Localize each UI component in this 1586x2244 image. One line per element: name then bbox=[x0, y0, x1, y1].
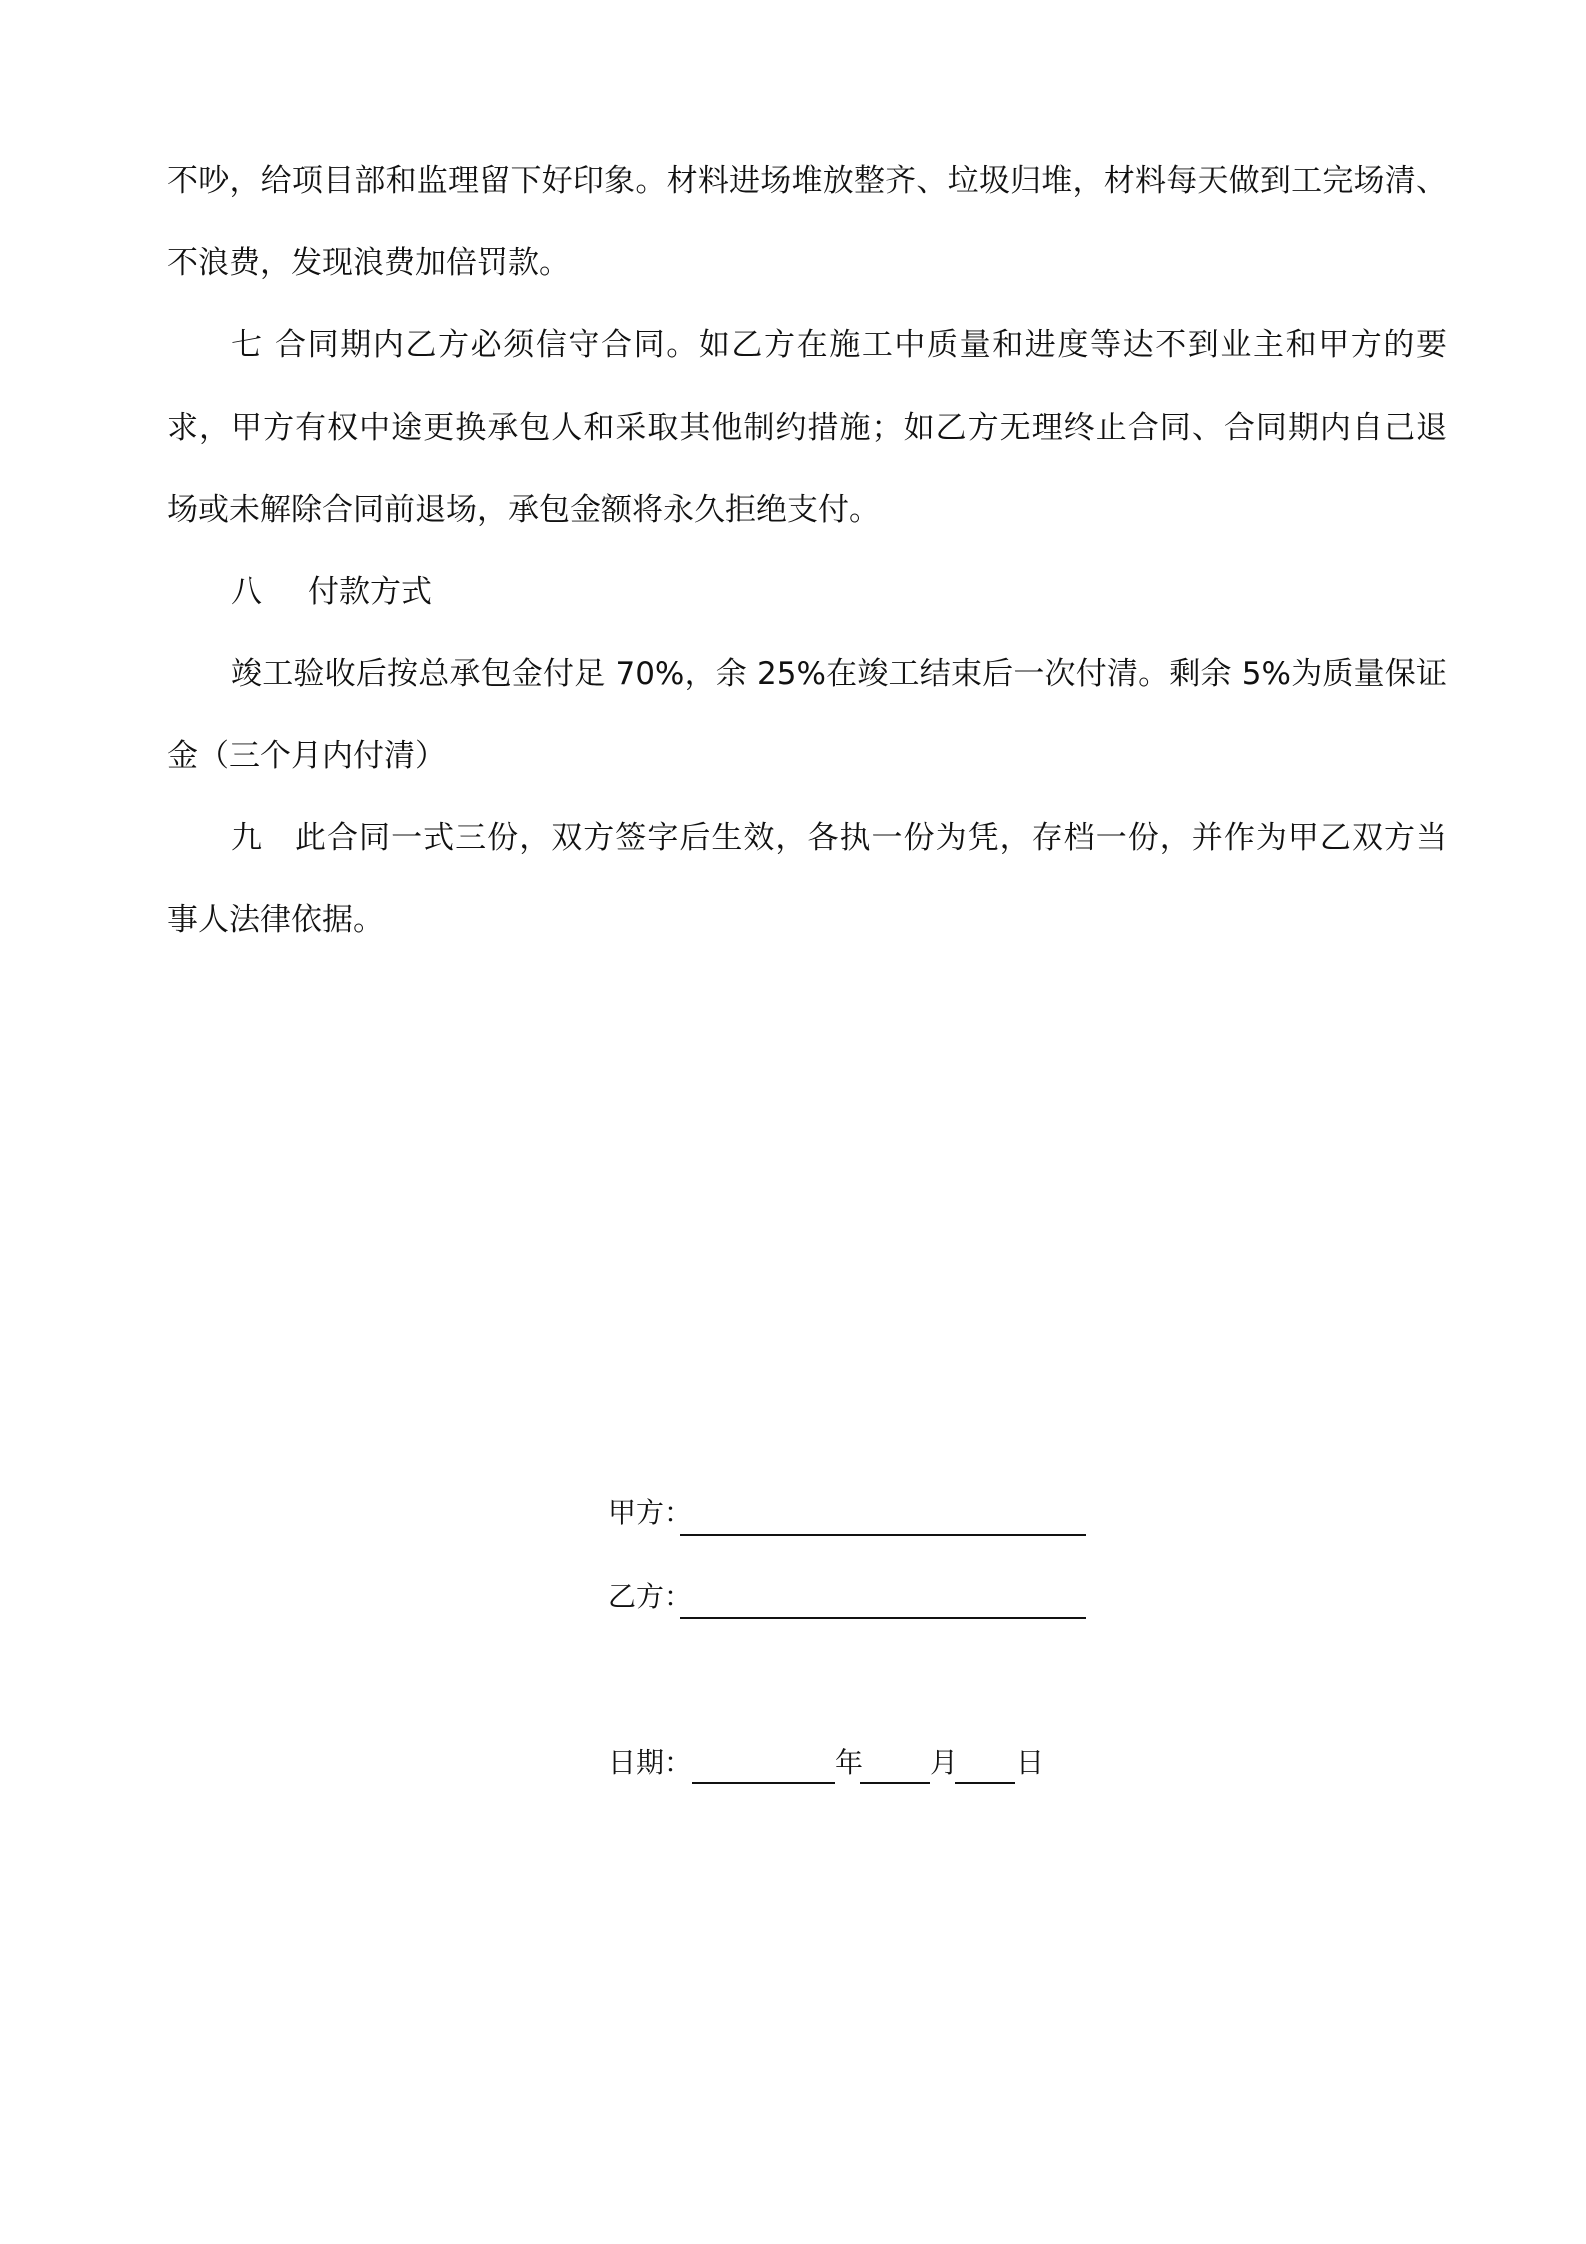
party-b-signature-line[interactable] bbox=[680, 1617, 1086, 1619]
clause-8-title: 付款方式 bbox=[308, 574, 432, 610]
party-a-label: 甲方： bbox=[608, 1496, 693, 1529]
clause-9-line bbox=[231, 818, 1447, 858]
clause-7-line: 七 合同期内乙方必须信守合同。如乙方在施工中质量和进度等达不到业主和甲方的要 bbox=[231, 327, 1447, 363]
body-line: 场或未解除合同前退场，承包金额将永久拒绝支付。 bbox=[167, 492, 880, 528]
body-line: 求，甲方有权中途更换承包人和采取其他制约措施；如乙方无理终止合同、合同期内自己退 bbox=[167, 410, 1447, 446]
year-blank[interactable] bbox=[692, 1782, 835, 1784]
body-line: 金（三个月内付清） bbox=[167, 738, 446, 774]
body-line: 不浪费，发现浪费加倍罚款。 bbox=[167, 245, 570, 281]
day-blank[interactable] bbox=[955, 1782, 1015, 1784]
day-label: 日 bbox=[1016, 1746, 1045, 1779]
body-line: 事人法律依据。 bbox=[167, 902, 384, 938]
party-a-signature-line[interactable] bbox=[680, 1534, 1086, 1536]
party-b-label: 乙方： bbox=[608, 1580, 693, 1613]
month-blank[interactable] bbox=[860, 1782, 930, 1784]
body-line: 不吵，给项目部和监理留下好印象。材料进场堆放整齐、垃圾归堆，材料每天做到工完场清、 bbox=[167, 163, 1447, 199]
year-label: 年 bbox=[835, 1746, 864, 1779]
date-label: 日期： bbox=[608, 1746, 693, 1779]
body-line: 此合同一式三份，双方签字后生效，各执一份为凭，存档一份，并作为甲乙双方当 bbox=[295, 820, 1447, 856]
clause-8-heading bbox=[231, 572, 1447, 612]
clause-8-number: 八 bbox=[231, 574, 262, 610]
clause-9-number: 九 bbox=[231, 820, 262, 856]
month-label: 月 bbox=[930, 1746, 959, 1779]
body-line: 竣工验收后按总承包金付足 70%，余 25%在竣工结束后一次付清。剩余 5%为质量保证 bbox=[231, 656, 1447, 692]
